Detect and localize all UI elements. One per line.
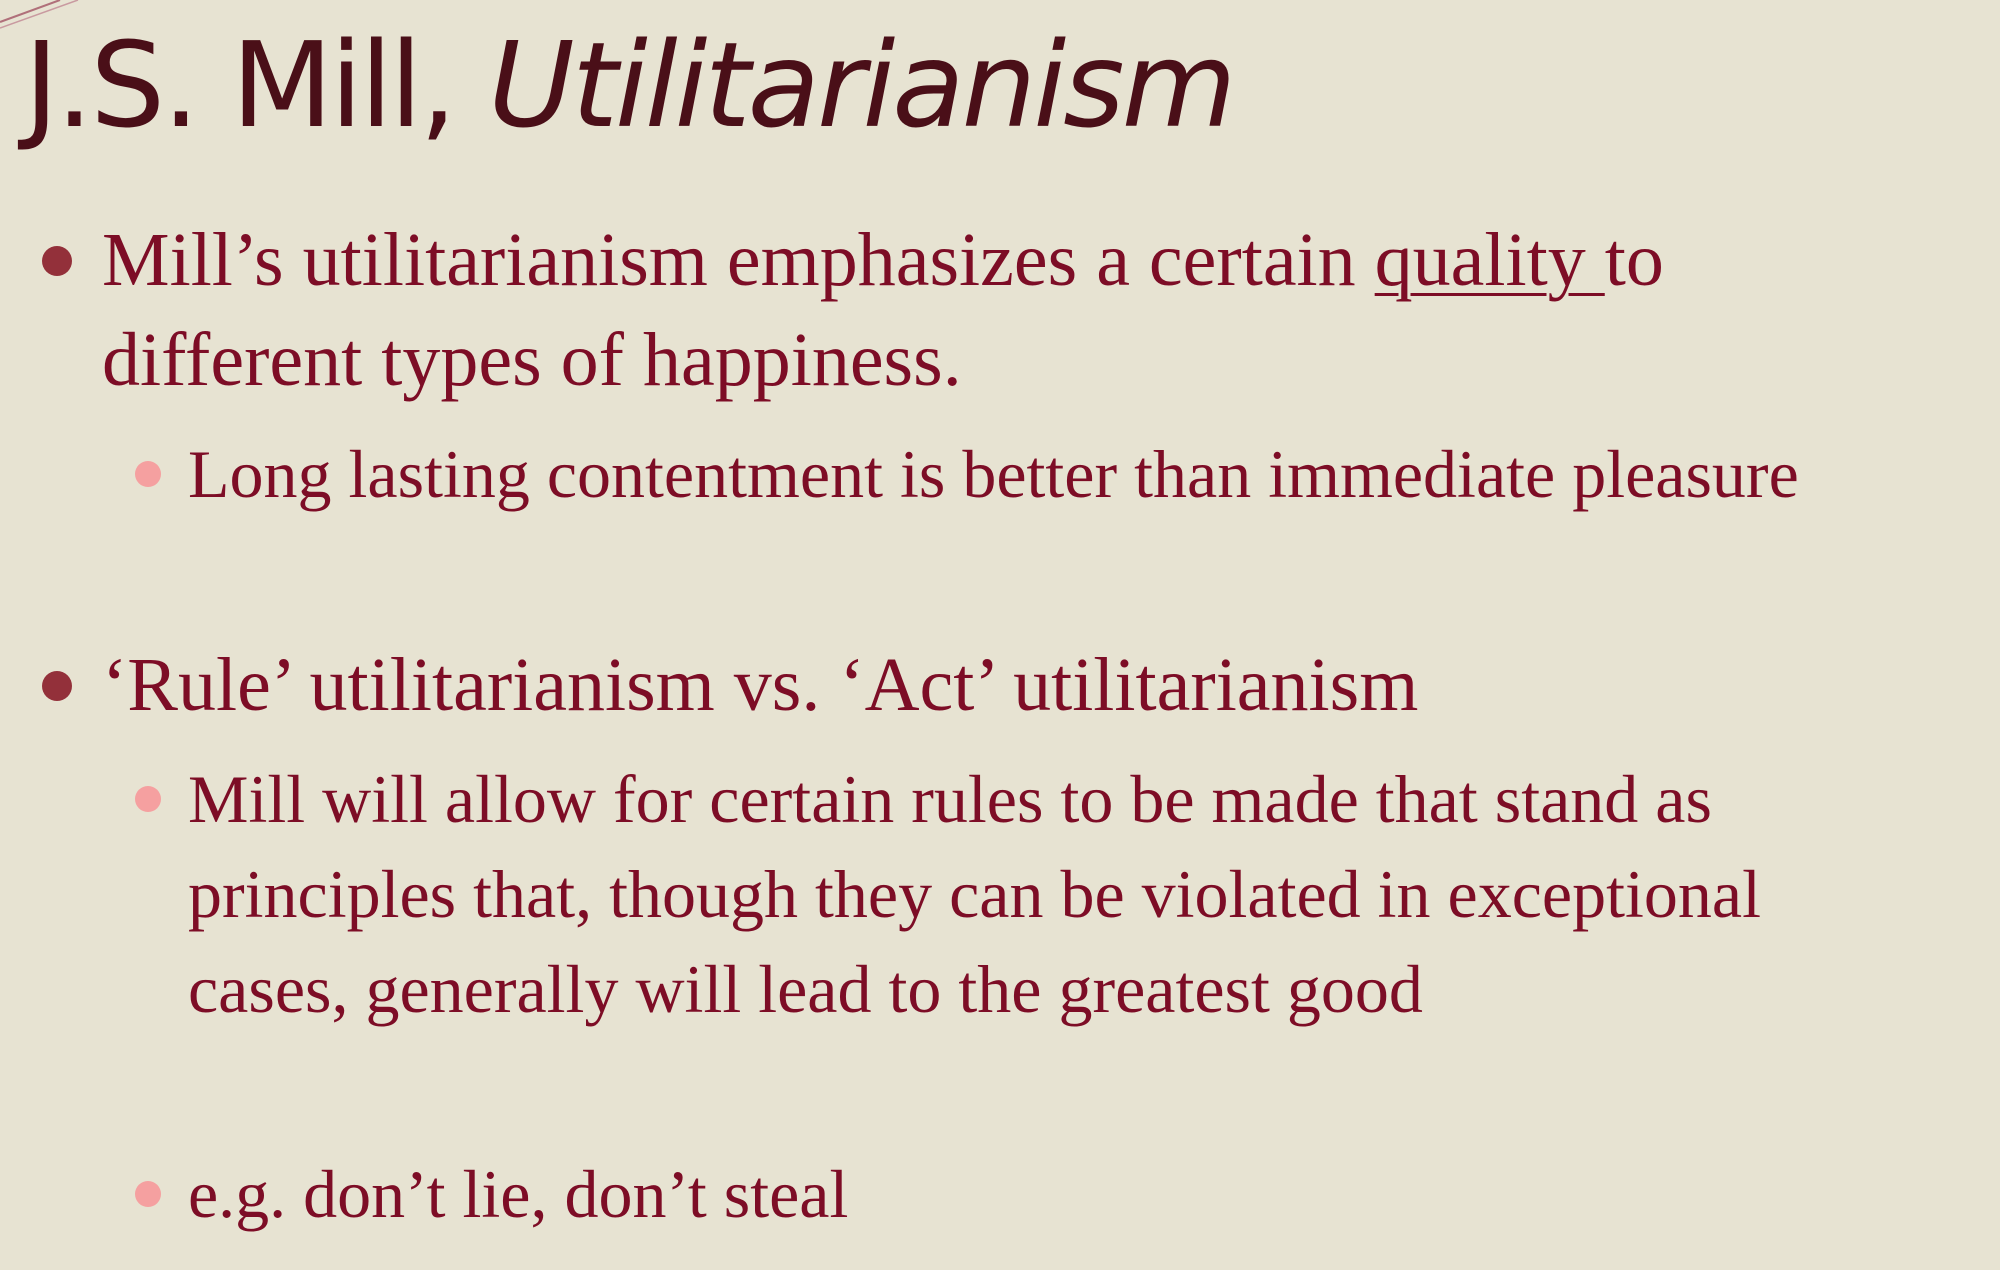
sub-bullet-dot-icon [135,1181,161,1207]
bullet-quality-of-happiness [102,210,1922,410]
sub-bullet-dot-icon [135,461,161,487]
sub-bullet-contentment [188,427,1918,522]
title-work: Utilitarianism [488,16,1234,154]
sub-bullet-dot-icon [135,786,161,812]
sub-bullet-examples [188,1147,1918,1242]
bullet-emphasis-quality: quality [1374,218,1605,302]
bullet-text-before: Mill’s utilitarianism emphasizes a certain [102,218,1375,302]
sub-bullet-rules-principles [188,752,1918,1037]
sub-bullet-text: Mill will allow for certain rules to be made that stand as principles that, though they can be violated in exceptional cases, generally will lead to the greatest good [188,761,1761,1027]
bullet-rule-vs-act [102,635,1922,735]
title-author: J.S. Mill, [24,16,454,154]
sub-bullet-text: e.g. don’t lie, don’t steal [188,1156,849,1232]
bullet-dot-icon [42,246,72,276]
sub-bullet-text: Long lasting contentment is better than immediate pleasure [188,436,1799,512]
bullet-dot-icon [42,671,72,701]
bullet-text-after: to different types of happiness. [102,218,1664,402]
bullet-text: ‘Rule’ utilitarianism vs. ‘Act’ utilitarianism [102,643,1419,727]
